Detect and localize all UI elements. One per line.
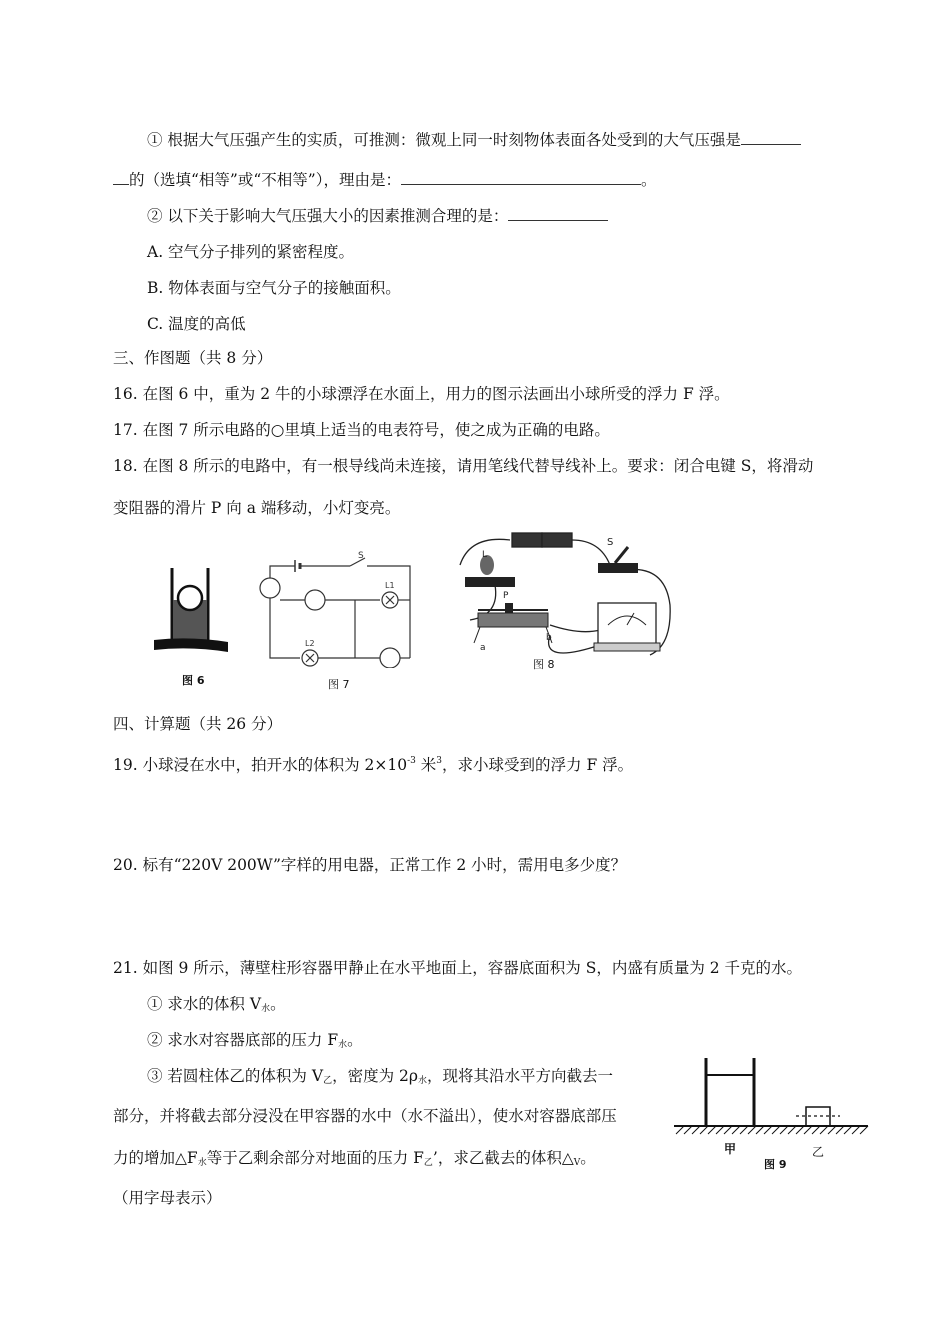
fig9-jia-label: 甲	[724, 1142, 737, 1156]
q15-option-c: C. 温度的高低	[147, 315, 246, 333]
q16-text: 16. 在图 6 中，重为 2 牛的小球漂浮在水面上，用力的图示法画出小球所受的浮力 F 浮。	[113, 385, 730, 403]
q21-line3-sub3: V	[573, 1158, 581, 1168]
q19-part-a: 19. 小球浸在水中，拍开水的体积为 2×10	[113, 756, 408, 774]
q18-text-line2: 变阻器的滑片 P 向 a 端移动，小灯变亮。	[113, 499, 401, 517]
answer-blank[interactable]	[113, 170, 129, 185]
fig8-lamp-label: L	[482, 550, 488, 560]
q19-part-b: 米	[415, 756, 437, 774]
q15-option-b: B. 物体表面与空气分子的接触面积。	[147, 279, 401, 297]
q19-text	[113, 751, 633, 775]
q15-part1-text-b: 的（选填“相等”或“不相等”），理由是：	[129, 171, 401, 189]
fig6-caption: 图 6	[182, 674, 205, 687]
q21-text: 21. 如图 9 所示，薄壁柱形容器甲静止在水平地面上，容器底面积为 S，内盛有质量为 2 千克的水。	[113, 959, 803, 977]
q21-part1	[147, 994, 286, 1019]
q21-line3-c: ’，求乙截去的体积△	[432, 1149, 574, 1167]
q21-part2-sub: 水	[338, 1040, 348, 1050]
switch-label: S	[358, 551, 364, 561]
q21-part2	[147, 1030, 363, 1055]
q17-text: 17. 在图 7 所示电路的○里填上适当的电表符号，使之成为正确的电路。	[113, 421, 610, 439]
q21-line3-sub2: 乙	[423, 1158, 433, 1168]
figure-8	[450, 525, 690, 675]
answer-blank[interactable]	[741, 130, 801, 145]
fig7-caption: 图 7	[328, 678, 350, 691]
figure-9	[672, 1050, 872, 1180]
fig8-slider-label: P	[503, 591, 509, 601]
fig8-caption: 图 8	[533, 658, 555, 671]
figure-7	[255, 548, 430, 668]
q15-part1-text-a: ① 根据大气压强产生的实质，可推测：微观上同一时刻物体表面各处受到的大气压强是	[147, 131, 741, 149]
q21-part1-b: 。	[270, 995, 286, 1013]
q18-text-line1: 18. 在图 8 所示的电路中，有一根导线尚未连接，请用笔线代替导线补上。要求：闭合电键 S，将滑动	[113, 457, 814, 475]
q15-part1-line1	[147, 130, 801, 150]
q21-line3-sub1: 水	[197, 1158, 207, 1168]
q15-part1-end: 。	[640, 171, 657, 189]
q21-part3-line2: 部分，并将截去部分浸没在甲容器的水中（水不溢出），使水对容器底部压	[113, 1107, 617, 1125]
fig8-end-a-label: a	[480, 643, 486, 653]
q21-part2-a: ② 求水对容器底部的压力 F	[147, 1031, 339, 1049]
q21-part3-sub2: 水	[417, 1076, 427, 1086]
q21-part1-a: ① 求水的体积 V	[147, 995, 262, 1013]
q15-part2-line	[147, 206, 608, 226]
q21-note: （用字母表示）	[113, 1189, 222, 1207]
section4-title: 四、计算题（共 26 分）	[113, 715, 283, 733]
fig9-yi-label: 乙	[812, 1145, 825, 1159]
figure-6	[150, 560, 230, 665]
q21-part1-sub: 水	[261, 1004, 271, 1014]
q21-part3-b: ，密度为 2ρ	[332, 1067, 418, 1085]
q15-option-a: A. 空气分子排列的紧密程度。	[147, 243, 355, 261]
l2-label: L2	[305, 639, 315, 648]
q19-part-c: ，求小球受到的浮力 F 浮。	[442, 756, 634, 774]
q19-exponent-2: 3	[436, 756, 443, 766]
fig8-end-b-label: b	[546, 633, 552, 643]
answer-blank[interactable]	[508, 206, 608, 221]
fig9-caption: 图 9	[764, 1158, 787, 1171]
l1-label: L1	[385, 581, 395, 590]
q15-part2-text: ② 以下关于影响大气压强大小的因素推测合理的是：	[147, 207, 509, 225]
q20-text: 20. 标有“220V 200W”字样的用电器，正常工作 2 小时，需用电多少度？	[113, 856, 627, 874]
q21-part3-c: ，现将其沿水平方向截去一	[427, 1067, 614, 1085]
q21-part2-b: 。	[347, 1031, 363, 1049]
q21-line3-d: 。	[580, 1149, 596, 1167]
fig8-switch-label: S	[607, 537, 614, 548]
q21-part3-line3	[113, 1148, 596, 1173]
q21-line3-a: 力的增加△F	[113, 1149, 198, 1167]
q21-part3-a: ③ 若圆柱体乙的体积为 V	[147, 1067, 324, 1085]
q21-part3	[147, 1066, 613, 1091]
q21-line3-b: 等于乙剩余部分对地面的压力 F	[206, 1149, 424, 1167]
section3-title: 三、作图题（共 8 分）	[113, 349, 273, 367]
answer-blank[interactable]	[401, 170, 641, 185]
q21-part3-sub1: 乙	[323, 1076, 333, 1086]
q19-exponent: -3	[407, 756, 416, 766]
q15-part1-line2	[113, 170, 656, 190]
